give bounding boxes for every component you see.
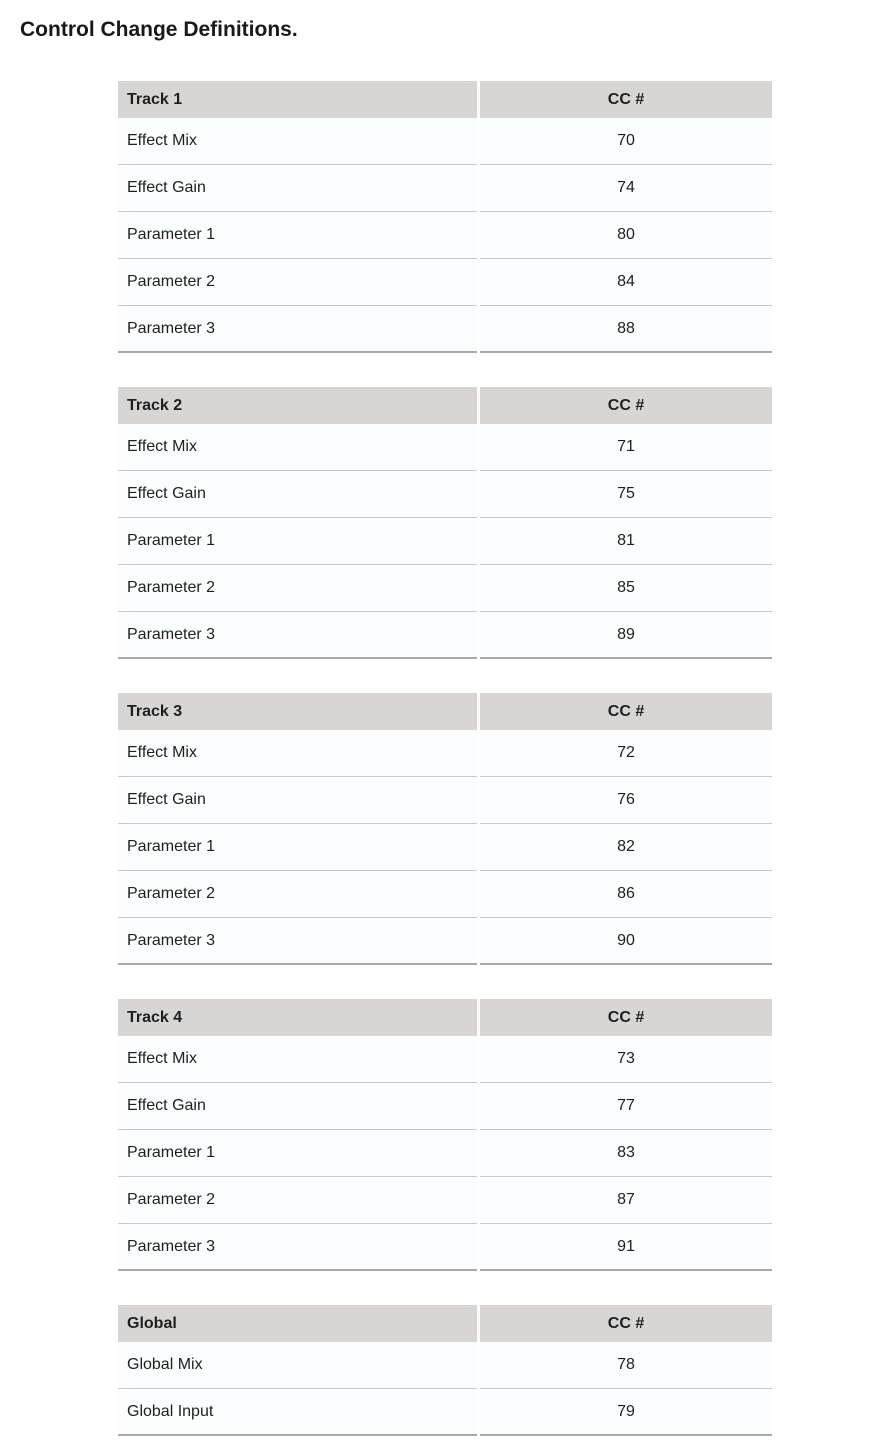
table-row: [118, 1036, 772, 1083]
table-row: [118, 730, 772, 777]
cc-value: 84: [480, 259, 772, 306]
table-row: [118, 471, 772, 518]
control-label: Parameter 3: [118, 918, 477, 965]
table-row: [118, 918, 772, 965]
track-1-table: [118, 81, 772, 353]
cc-value: 81: [480, 518, 772, 565]
control-label: Parameter 2: [118, 871, 477, 918]
cc-value: 73: [480, 1036, 772, 1083]
cc-value: 87: [480, 1177, 772, 1224]
control-label: Effect Mix: [118, 1036, 477, 1083]
track-3-header: Track 3: [118, 693, 477, 730]
control-label: Parameter 1: [118, 1130, 477, 1177]
cc-value: 70: [480, 118, 772, 165]
control-label: Effect Gain: [118, 1083, 477, 1130]
cc-value: 79: [480, 1389, 772, 1436]
table-row: [118, 212, 772, 259]
table-row: [118, 777, 772, 824]
cc-value: 78: [480, 1342, 772, 1389]
table-row: [118, 871, 772, 918]
cc-value: 77: [480, 1083, 772, 1130]
table-row: [118, 306, 772, 353]
table-header-row: [118, 81, 772, 118]
control-label: Parameter 3: [118, 1224, 477, 1271]
table-row: [118, 612, 772, 659]
table-header-row: [118, 693, 772, 730]
table-row: [118, 1342, 772, 1389]
table-row: [118, 118, 772, 165]
track-3-table: [118, 693, 772, 965]
cc-value: 75: [480, 471, 772, 518]
cc-column-header: CC #: [480, 387, 772, 424]
control-label: Parameter 2: [118, 259, 477, 306]
table-row: [118, 1083, 772, 1130]
table-row: [118, 1224, 772, 1271]
table-row: [118, 1389, 772, 1436]
cc-value: 72: [480, 730, 772, 777]
cc-value: 80: [480, 212, 772, 259]
cc-value: 88: [480, 306, 772, 353]
control-label: Effect Mix: [118, 730, 477, 777]
track-4-table: [118, 999, 772, 1271]
cc-value: 85: [480, 565, 772, 612]
track-2-header: Track 2: [118, 387, 477, 424]
control-label: Parameter 2: [118, 1177, 477, 1224]
control-label: Effect Gain: [118, 777, 477, 824]
global-table: [118, 1305, 772, 1436]
control-label: Parameter 3: [118, 306, 477, 353]
table-header-row: [118, 387, 772, 424]
control-label: Parameter 3: [118, 612, 477, 659]
control-label: Parameter 1: [118, 824, 477, 871]
cc-value: 90: [480, 918, 772, 965]
table-row: [118, 259, 772, 306]
table-row: [118, 1177, 772, 1224]
control-label: Effect Mix: [118, 424, 477, 471]
control-label: Effect Gain: [118, 165, 477, 212]
table-row: [118, 565, 772, 612]
cc-column-header: CC #: [480, 693, 772, 730]
table-row: [118, 1130, 772, 1177]
track-2-table: [118, 387, 772, 659]
table-header-row: [118, 999, 772, 1036]
control-label: Global Mix: [118, 1342, 477, 1389]
cc-value: 83: [480, 1130, 772, 1177]
cc-column-header: CC #: [480, 1305, 772, 1342]
cc-column-header: CC #: [480, 999, 772, 1036]
control-label: Effect Gain: [118, 471, 477, 518]
control-label: Parameter 1: [118, 212, 477, 259]
table-row: [118, 824, 772, 871]
control-label: Parameter 1: [118, 518, 477, 565]
cc-value: 71: [480, 424, 772, 471]
control-label: Global Input: [118, 1389, 477, 1436]
track-1-header: Track 1: [118, 81, 477, 118]
cc-value: 74: [480, 165, 772, 212]
cc-column-header: CC #: [480, 81, 772, 118]
page-title: Control Change Definitions.: [20, 18, 298, 41]
table-header-row: [118, 1305, 772, 1342]
table-row: [118, 165, 772, 212]
table-row: [118, 518, 772, 565]
control-label: Parameter 2: [118, 565, 477, 612]
control-label: Effect Mix: [118, 118, 477, 165]
track-4-header: Track 4: [118, 999, 477, 1036]
cc-value: 86: [480, 871, 772, 918]
cc-value: 76: [480, 777, 772, 824]
cc-value: 82: [480, 824, 772, 871]
cc-value: 89: [480, 612, 772, 659]
table-row: [118, 424, 772, 471]
cc-value: 91: [480, 1224, 772, 1271]
global-header: Global: [118, 1305, 477, 1342]
